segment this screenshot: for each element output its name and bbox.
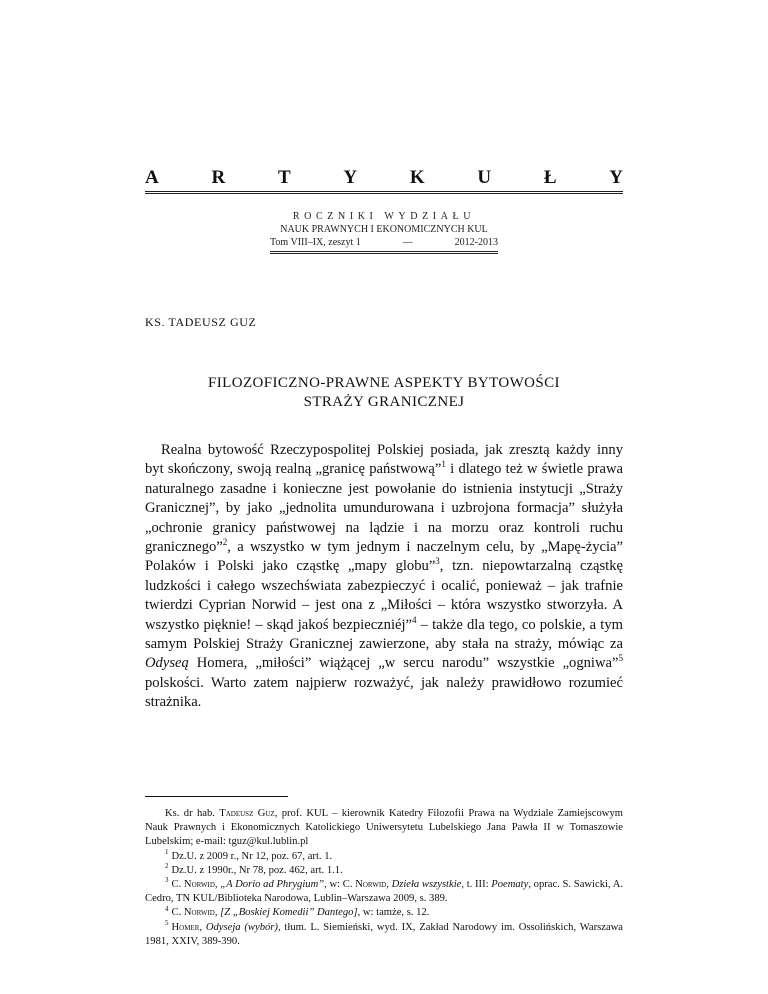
italic-text: „A Dorio ad Phrygium”	[220, 879, 325, 891]
text-run: ,	[214, 879, 221, 891]
footnote-number: 3	[165, 876, 169, 885]
footnote-number: 2	[165, 862, 169, 871]
footnote-ref: 2	[222, 537, 228, 548]
text-run: , tłum. L. Siemieński, wyd. IX, Zakład Narodowy im. Ossolińskich, Warszawa 1981, XXIV, 389-390.	[145, 921, 623, 947]
footnote	[145, 850, 623, 864]
footnote	[145, 864, 623, 878]
small-caps-name: Tadeusz Guz	[219, 808, 275, 819]
text-run: i dlatego też w świetle prawa naturalnego zasadne i konieczne jest powołanie do istnienia instytucji „Straży Granicznej”, by jako „jednolita umundurowana i uzbrojona formacja” służyła „ochronie granicy państwowej na lądzie i na morzu oraz kontroli ruchu granicznego”	[145, 461, 624, 556]
footnote-separator	[145, 796, 288, 797]
journal-name-line1: ROCZNIKI WYDZIAŁU	[292, 211, 476, 222]
text-run: ,	[199, 921, 206, 933]
italic-text: Poematy	[491, 879, 529, 891]
journal-rule-double	[270, 253, 498, 254]
text-run: , oprac. S. Sawicki, A. Cedro, TN KUL/Biblioteka Narodowa, Lublin–Warszawa 2009, s. 389.	[145, 879, 624, 905]
journal-volume: Tom VIII–IX, zeszyt 1	[270, 237, 361, 248]
footnote-ref: 5	[618, 653, 623, 664]
footnote-ref: 1	[441, 459, 446, 470]
text-run: ,	[386, 879, 392, 891]
small-caps-name: Norwid	[355, 879, 387, 891]
journal-rule	[270, 251, 498, 252]
footnote-number: 1	[165, 848, 169, 857]
text-run: , prof. KUL – kierownik Katedry Filozofii Prawa na Wydziale Zamiejscowym Nauk Prawnych i Ekonomicznych Katolickiego Uniwersytetu Lubelskiego Jana Pawła II w Tomaszowie Lubelskim; e-mail: tguz@kul.lublin.pl	[145, 808, 623, 848]
journal-header	[270, 210, 498, 254]
section-title	[145, 167, 623, 189]
section-title-letter: Y	[343, 167, 358, 188]
text-run: C.	[171, 879, 184, 891]
section-title-rule	[145, 191, 623, 194]
text-run: , a wszystko w tym jednym i naczelnym celu, by „Mapę-życia” Polaków i Polski jako cząstkę „mapy globu”	[145, 539, 623, 575]
footnotes	[145, 807, 623, 949]
article-title-line1: FILOZOFICZNO-PRAWNE ASPEKTY BYTOWOŚCI	[208, 375, 560, 391]
article-title	[145, 374, 623, 412]
footnote	[145, 921, 623, 949]
text-run: Ks. dr hab.	[165, 808, 220, 819]
italic-text: [Z „Boskiej Komedii” Dantego]	[220, 907, 358, 919]
section-title-letter: R	[211, 167, 226, 188]
article-title-line2: STRAŻY GRANICZNEJ	[303, 394, 465, 410]
text-run: Homera, „miłości” wiążącej „w sercu narodu” wszystkie „ogniwa”	[188, 655, 619, 672]
section-title-letter: Y	[609, 167, 623, 188]
section-title-letter: T	[277, 167, 291, 188]
small-caps-name: Norwid	[183, 907, 215, 919]
journal-years: 2012-2013	[454, 237, 498, 248]
footnote-ref: 3	[435, 556, 440, 567]
text-run: , tzn. niepowtarzalną cząstkę ludzkości i całego wszechświata zabezpieczyć i ocalić, ponieważ – jak trafnie twierdzi Cyprian Norwid – jest ona z „Miłości – która wszystko stworzyła. A wszystko pięknie! – skąd jakoś bezpieczniéj”	[145, 558, 623, 633]
section-title-letter: U	[477, 167, 492, 188]
footnote	[145, 878, 623, 906]
italic-text: Dzieła wszystkie	[391, 879, 462, 891]
text-run: , w: tamże, s. 12.	[357, 907, 430, 919]
article-body-paragraph	[145, 441, 623, 713]
section-title-letter: Ł	[543, 167, 557, 188]
text-run: Dz.U. z 1990r., Nr 78, poz. 462, art. 1.1.	[171, 864, 343, 876]
text-run: Realna bytowość Rzeczypospolitej Polskiej posiada, jak zresztą każdy inny byt skończony, swoją realną „granicę państwową”	[145, 442, 623, 478]
text-run: polskości. Warto zatem najpierw rozważyć, jak należy prawidłowo rozumieć strażnika.	[145, 674, 623, 711]
footnote-ref: 4	[412, 614, 417, 625]
author-name: KS. TADEUSZ GUZ	[145, 315, 257, 329]
small-caps-name: Homer	[171, 921, 200, 933]
italic-text: Odyseja (wybór)	[205, 921, 278, 933]
text-run: ,	[214, 907, 221, 919]
journal-volume-line	[270, 236, 498, 249]
footnote	[145, 906, 623, 920]
text-run: , w: C.	[324, 879, 356, 891]
journal-name-line2: NAUK PRAWNYCH I EKONOMICZNYCH KUL	[280, 224, 488, 235]
footnote-number: 4	[165, 904, 169, 913]
section-title-letter: A	[145, 167, 159, 188]
footnote-number: 5	[165, 919, 169, 928]
footnote	[145, 807, 623, 850]
text-run: – także dla tego, co polskie, a tym samym Polskiej Straży Granicznej zawierzone, aby stała na straży, mówiąc za	[145, 616, 623, 653]
italic-text: Odyseą	[145, 655, 189, 672]
section-title-letter: K	[409, 167, 425, 188]
text-run: , t. III:	[461, 879, 492, 891]
journal-dash: —	[402, 237, 413, 248]
text-run: C.	[171, 907, 184, 919]
small-caps-name: Norwid	[183, 879, 215, 891]
text-run: Dz.U. z 2009 r., Nr 12, poz. 67, art. 1.	[171, 850, 333, 862]
